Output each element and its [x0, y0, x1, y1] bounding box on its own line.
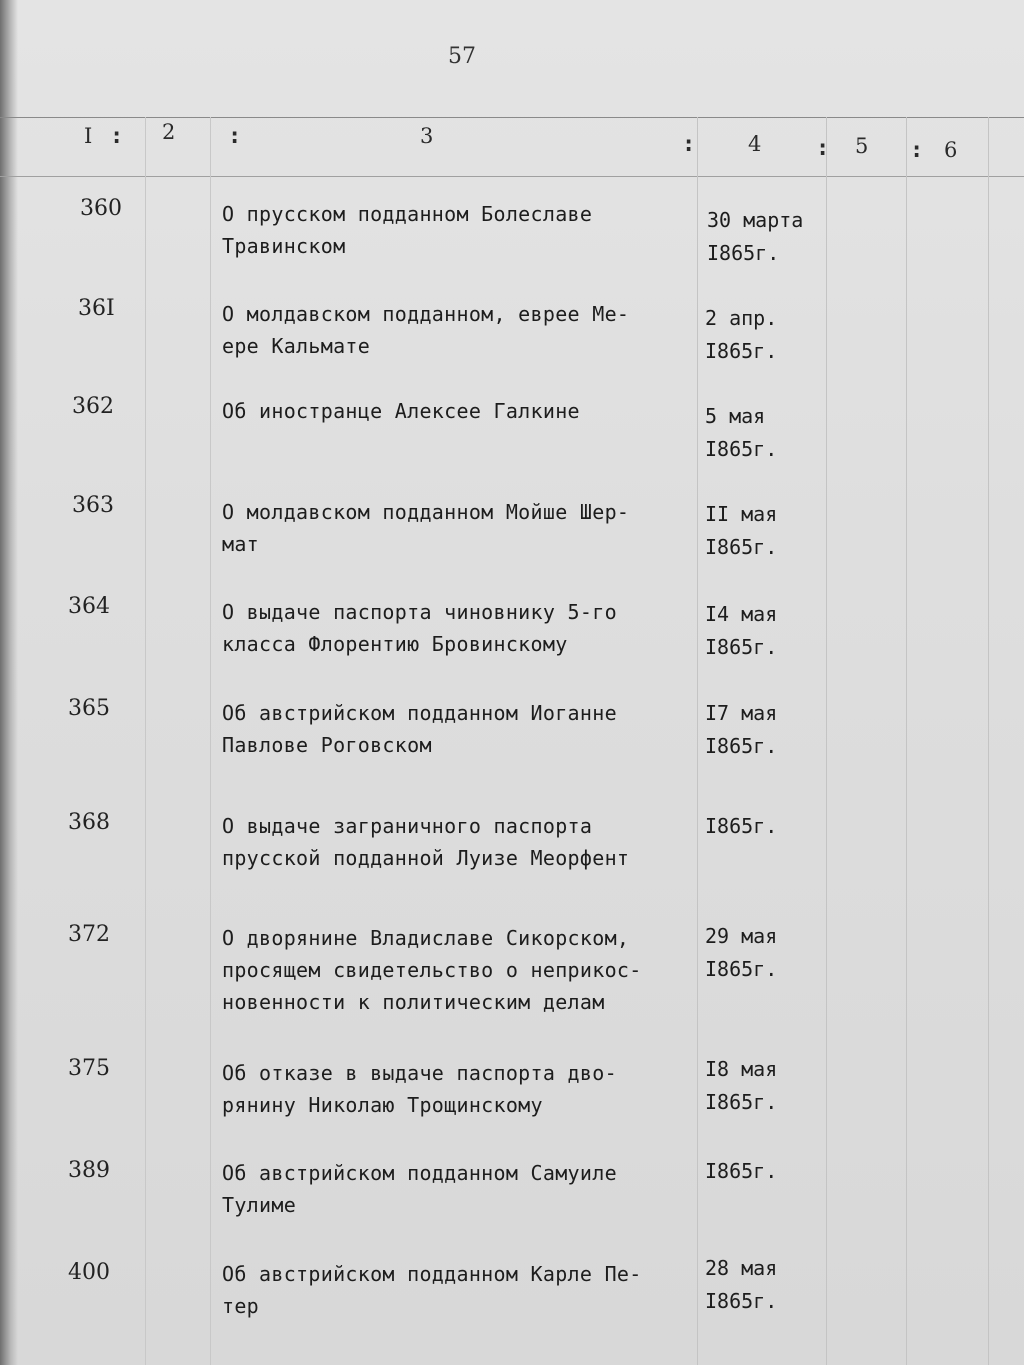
- entry-date: 5 мая I865г.: [705, 404, 778, 461]
- page-number: 57: [448, 44, 476, 69]
- entry-date: I4 мая I865г.: [705, 602, 778, 659]
- entry-date: I865г.: [705, 814, 778, 838]
- header-top-rule: [0, 117, 1024, 118]
- entry-date: I8 мая I865г.: [705, 1057, 778, 1114]
- column-separator: :: [816, 136, 830, 161]
- column-number-3: 3: [420, 124, 434, 148]
- entry-description: Об австрийском подданном Иоганне Павлове Роговском: [222, 701, 617, 757]
- entry-date: 29 мая I865г.: [705, 924, 778, 981]
- entry-description: О выдаче заграничного паспорта прусской подданной Луизе Меорфент: [222, 814, 630, 870]
- entry-number: 368: [68, 810, 110, 835]
- column-separator: :: [682, 132, 696, 157]
- entry-date: 30 марта I865г.: [707, 208, 804, 265]
- binding-shadow: [0, 0, 18, 1365]
- entry-description: О молдавском подданном Мойше Шер- мат: [222, 500, 630, 556]
- column-separator: :: [910, 138, 924, 163]
- entry-number: 36I: [78, 296, 115, 321]
- entry-description: Об иностранце Алексее Галкине: [222, 399, 580, 423]
- column-rule: [988, 117, 989, 1365]
- column-number-2: 2: [162, 120, 176, 144]
- entry-number: 362: [72, 394, 114, 419]
- column-rule: [826, 117, 827, 1365]
- entry-description: Об отказе в выдаче паспорта дво- рянину Николаю Трощинскому: [222, 1061, 617, 1117]
- entry-number: 363: [72, 493, 114, 518]
- entry-description: О молдавском подданном, еврее Ме- ере Кальмате: [222, 302, 630, 358]
- column-separator: :: [228, 124, 242, 149]
- entry-number: 400: [68, 1260, 110, 1285]
- entry-description: О дворянине Владиславе Сикорском, просящем свидетельство о неприкос- новенности к политическим делам: [222, 926, 642, 1014]
- column-number-5: 5: [855, 134, 869, 158]
- column-number-4: 4: [748, 132, 762, 156]
- entry-description: Об австрийском подданном Самуиле Тулиме: [222, 1161, 617, 1217]
- entry-description: О выдаче паспорта чиновнику 5-го класса Флорентию Бровинскому: [222, 600, 617, 656]
- column-separator: :: [110, 124, 124, 149]
- column-rule: [697, 117, 698, 1365]
- entry-date: I7 мая I865г.: [705, 701, 778, 758]
- entry-description: О прусском подданном Болеславе Травинском: [222, 202, 593, 258]
- entry-date: 2 апр. I865г.: [705, 306, 778, 363]
- entry-description: Об австрийском подданном Карле Пе- тер: [222, 1262, 642, 1318]
- entry-number: 389: [68, 1158, 110, 1183]
- column-number-1: I: [84, 124, 93, 148]
- column-rule: [210, 117, 211, 1365]
- entry-date: II мая I865г.: [705, 502, 778, 559]
- column-rule: [906, 117, 907, 1365]
- column-number-6: 6: [944, 138, 958, 162]
- entry-number: 375: [68, 1056, 110, 1081]
- entry-number: 364: [68, 594, 110, 619]
- entry-date: 28 мая I865г.: [705, 1256, 778, 1313]
- entry-number: 360: [80, 196, 122, 221]
- entry-number: 365: [68, 696, 110, 721]
- entry-number: 372: [68, 922, 110, 947]
- entry-date: I865г.: [705, 1159, 778, 1183]
- header-bottom-rule: [0, 176, 1024, 177]
